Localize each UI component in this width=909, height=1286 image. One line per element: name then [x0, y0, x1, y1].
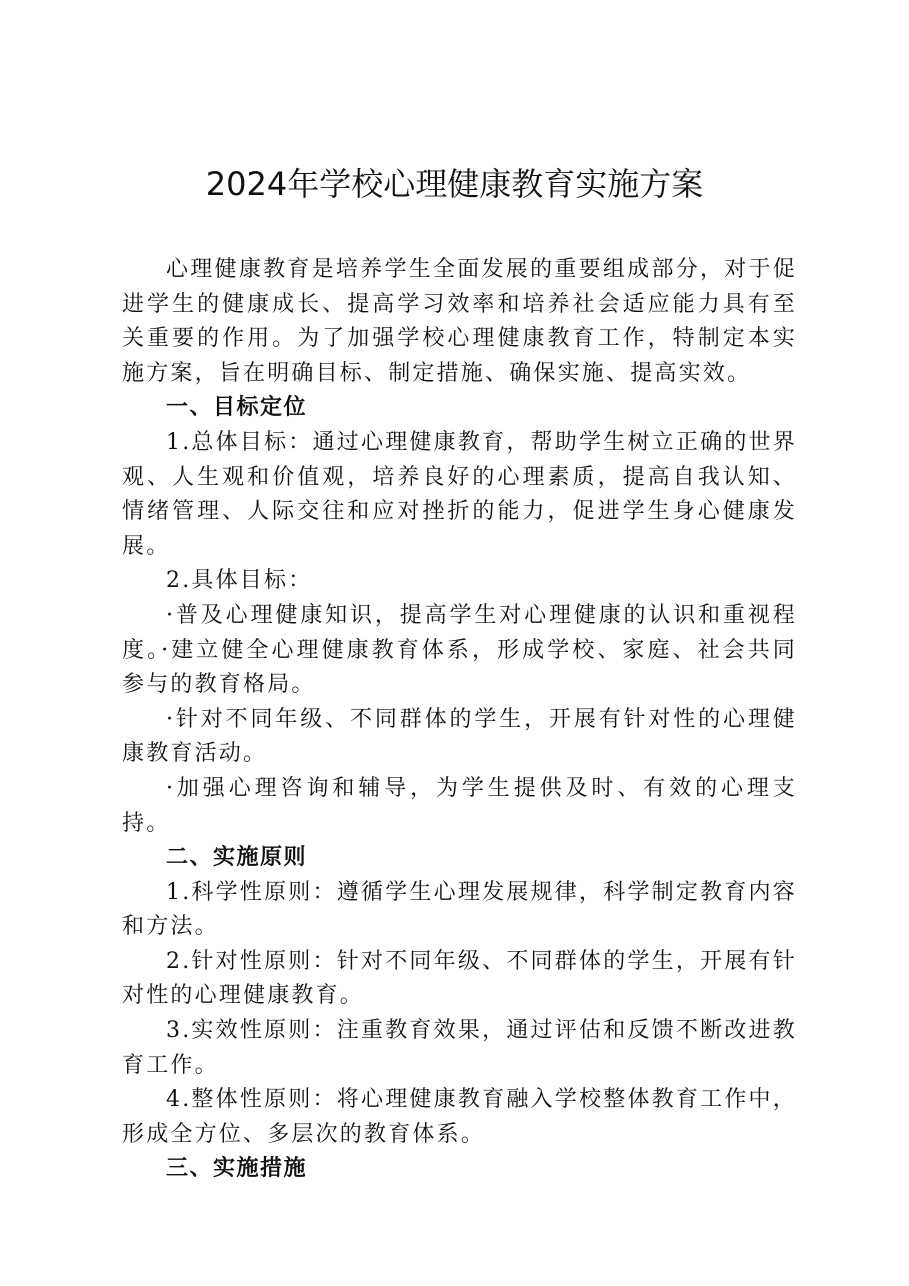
document-title: 2024年学校心理健康教育实施方案	[205, 165, 704, 203]
goal-bullet-3: ·加强心理咨询和辅导，为学生提供及时、有效的心理支持。	[122, 775, 797, 836]
section-heading-measures: 三、实施措施	[166, 1156, 308, 1182]
principle-3: 3.实效性原则：注重教育效果，通过评估和反馈不断改进教育工作。	[122, 1018, 797, 1078]
goal-bullet-1: ·普及心理健康知识，提高学生对心理健康的认识和重视程度。·建立健全心理健康教育体系，形成学校、家庭、社会共同参与的教育格局。	[122, 602, 797, 698]
principle-2: 2.针对性原则：针对不同年级、不同群体的学生，开展有针对性的心理健康教育。	[122, 948, 797, 1009]
goal-overall-paragraph: 1.总体目标：通过心理健康教育，帮助学生树立正确的世界观、人生观和价值观，培养良好的心理素质，提高自我认知、情绪管理、人际交往和应对挫折的能力，促进学生身心健康发展。	[122, 429, 797, 559]
document-body	[122, 253, 797, 1187]
section-heading-principles: 二、实施原则	[166, 845, 308, 871]
intro-paragraph: 心理健康教育是培养学生全面发展的重要组成部分，对于促进学生的健康成长、提高学习效率和培养社会适应能力具有至关重要的作用。为了加强学校心理健康教育工作，特制定本实施方案，旨在明确目标、制定措施、确保实施、提高实效。	[122, 257, 797, 386]
goal-bullet-2: ·针对不同年级、不同群体的学生，开展有针对性的心理健康教育活动。	[122, 706, 797, 767]
goal-specific-label: 2.具体目标：	[166, 568, 313, 594]
section-heading-goals: 一、目标定位	[166, 395, 308, 421]
principle-1: 1.科学性原则：遵循学生心理发展规律，科学制定教育内容和方法。	[122, 879, 797, 940]
principle-4: 4.整体性原则：将心理健康教育融入学校整体教育工作中，形成全方位、多层次的教育体系。	[122, 1087, 797, 1147]
